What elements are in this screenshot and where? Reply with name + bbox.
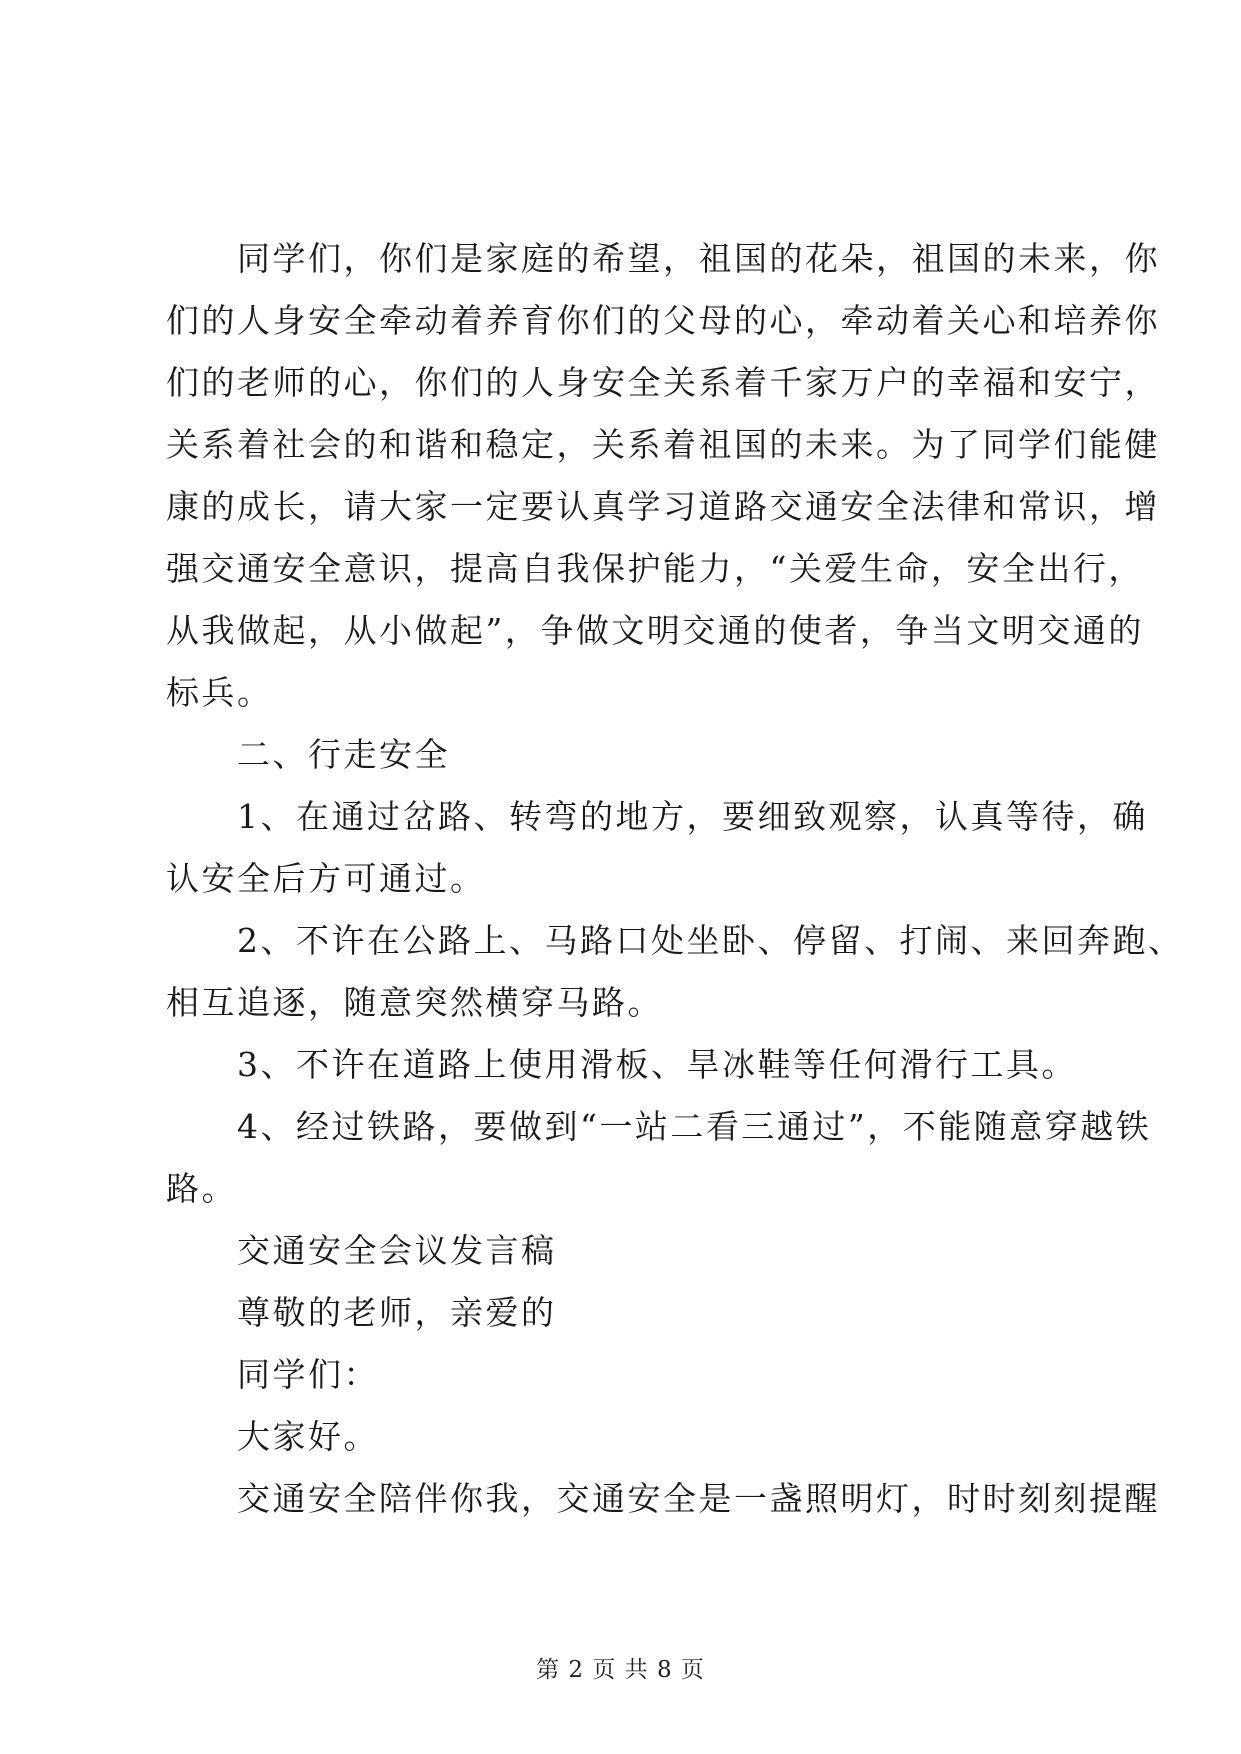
salutation-line: 同学们： (166, 1355, 379, 1394)
text-line: 标兵。 (166, 673, 273, 712)
text-line: 3、不许在道路上使用滑板、旱冰鞋等任何滑行工具。 (166, 1045, 1077, 1084)
text-line: 1、在通过岔路、转弯的地方，要细致观察，认真等待，确 (166, 797, 1148, 836)
text-line: 2、不许在公路上、马路口处坐卧、停留、打闹、来回奔跑、 (166, 921, 1184, 960)
text-line: 路。 (166, 1169, 237, 1208)
text-line: 们的老师的心，你们的人身安全关系着千家万户的幸福和安宁， (166, 363, 1160, 402)
text-line: 们的人身安全牵动着养育你们的父母的心，牵动着关心和培养你 (166, 301, 1160, 340)
section-heading: 二、行走安全 (166, 735, 450, 774)
page-number-footer: 第 2 页 共 8 页 (536, 1657, 705, 1683)
text-line: 同学们，你们是家庭的希望，祖国的花朵，祖国的未来，你 (166, 239, 1160, 278)
speech-title: 交通安全会议发言稿 (166, 1231, 557, 1270)
text-line: 认安全后方可通过。 (166, 859, 486, 898)
document-body (166, 228, 1184, 1530)
text-line: 强交通安全意识，提高自我保护能力，“关爱生命，安全出行， (166, 549, 1144, 588)
salutation-line: 尊敬的老师，亲爱的 (166, 1293, 557, 1332)
text-line: 康的成长，请大家一定要认真学习道路交通安全法律和常识，增 (166, 487, 1160, 526)
text-line: 相互追逐，随意突然横穿马路。 (166, 983, 663, 1022)
text-line: 4、经过铁路，要做到“一站二看三通过”，不能随意穿越铁 (166, 1107, 1152, 1146)
text-line: 交通安全陪伴你我，交通安全是一盏照明灯，时时刻刻提醒 (166, 1479, 1160, 1518)
text-line: 关系着社会的和谐和稳定，关系着祖国的未来。为了同学们能健 (166, 425, 1160, 464)
text-line: 从我做起，从小做起”，争做文明交通的使者，争当文明交通的 (166, 611, 1144, 650)
greeting-line: 大家好。 (166, 1417, 379, 1456)
